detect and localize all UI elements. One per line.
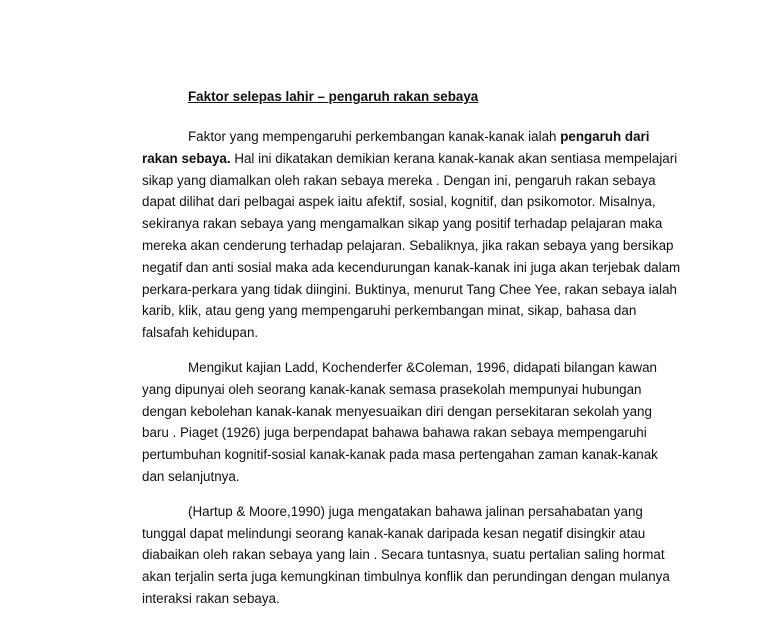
- paragraph-3: (Hartup & Moore,1990) juga mengatakan bahawa jalinan persahabatan yang tunggal dapat melindungi seorang kanak-kanak daripada kesan negatif disingkir atau diabaikan oleh rakan sebaya yang lain . Secara tuntasnya, suatu pertalian saling hormat akan terjalin serta juga kemungkinan timbulnya konflik dan perundingan dengan mulanya interaksi rakan sebaya.: [142, 503, 670, 606]
- paragraph-1-rest: Hal ini dikatakan demikian kerana kanak-kanak akan sentiasa mempelajari sikap yang diamalkan oleh rakan sebaya mereka . Dengan ini, pengaruh rakan sebaya dapat dilihat dari pelbagai aspek iaitu afektif, sosial, kognitif, dan psikomotor. Misalnya, sekiranya rakan sebaya yang mengamalkan sikap yang positif terhadap pelajaran maka mereka akan cenderung terhadap pelajaran. Sebaliknya, jika rakan sebaya yang bersikap negatif dan anti sosial maka ada kecendurungan kanak-kanak ini juga akan terjebak dalam perkara-perkara yang tidak diingini. Buktinya, menurut Tang Chee Yee, rakan sebaya ialah karib, klik, atau geng yang mempengaruhi perkembangan minat, sikap, bahasa dan falsafah kehidupan.: [142, 150, 681, 341]
- paragraph-1: [142, 126, 682, 344]
- paragraph-2: Mengikut kajian Ladd, Kochenderfer &Coleman, 1996, didapati bilangan kawan yang dipunyai oleh seorang kanak-kanak semasa prasekolah mempunyai hubungan dengan kebolehan kanak-kanak menyesuaikan diri dengan persekitaran sekolah yang baru . Piaget (1926) juga berpendapat bahawa bahawa rakan sebaya mempengaruhi pertumbuhan kognitif-sosial kanak-kanak pada masa pertengahan zaman kanak-kanak dan selanjutnya.: [142, 359, 658, 484]
- document-page: [142, 88, 682, 623]
- paragraph-1-bold: pengaruh dari rakan sebaya.: [142, 129, 650, 166]
- document-heading: Faktor selepas lahir – pengaruh rakan sebaya: [188, 89, 479, 104]
- paragraph-1-lead: Faktor yang mempengaruhi perkembangan kanak-kanak ialah: [188, 129, 561, 144]
